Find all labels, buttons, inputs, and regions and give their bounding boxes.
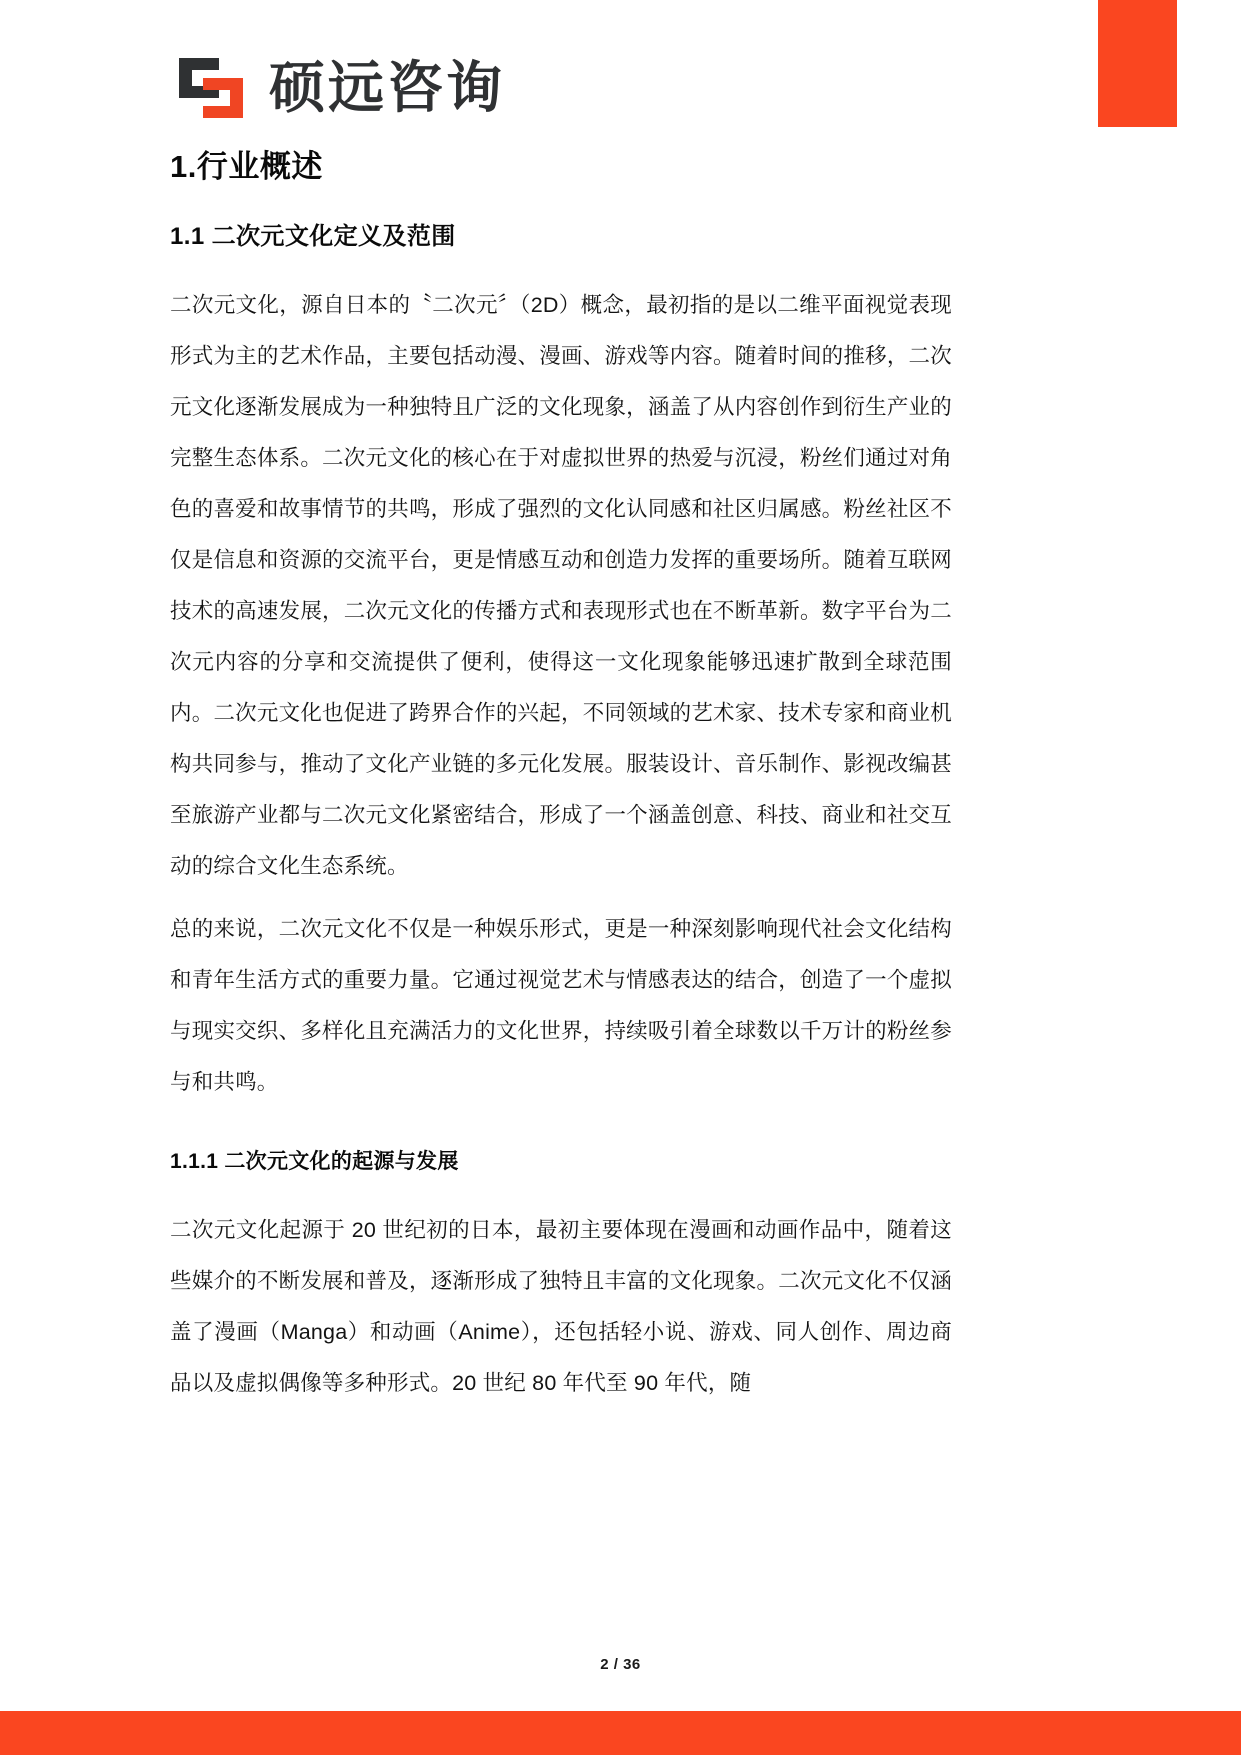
brand-name: 硕远咨询 <box>269 56 505 119</box>
section-heading-1-1: 1.1 二次元文化定义及范围 <box>170 222 456 250</box>
page-title: 1.行业概述 <box>170 149 323 184</box>
page-number: 2 / 36 <box>600 1656 641 1673</box>
document-body <box>170 148 952 1409</box>
brand-logo-mark-icon <box>175 52 247 124</box>
brand-logo <box>175 52 505 124</box>
paragraph-summary: 总的来说，二次元文化不仅是一种娱乐形式，更是一种深刻影响现代社会文化结构和青年生活方式的重要力量。它通过视觉艺术与情感表达的结合，创造了一个虚拟与现实交织、多样化且充满活力的文化世界，持续吸引着全球数以千万计的粉丝参与和共鸣。 <box>170 916 952 1094</box>
bottom-accent-bar <box>0 1711 1241 1755</box>
top-right-accent-block <box>1098 0 1177 127</box>
paragraph-definition: 二次元文化，源自日本的〝二次元〞（2D）概念，最初指的是以二维平面视觉表现形式为主的艺术作品，主要包括动漫、漫画、游戏等内容。随着时间的推移，二次元文化逐渐发展成为一种独特且广泛的文化现象，涵盖了从内容创作到衍生产业的完整生态体系。二次元文化的核心在于对虚拟世界的热爱与沉浸，粉丝们通过对角色的喜爱和故事情节的共鸣，形成了强烈的文化认同感和社区归属感。粉丝社区不仅是信息和资源的交流平台，更是情感互动和创造力发挥的重要场所。随着互联网技术的高速发展，二次元文化的传播方式和表现形式也在不断革新。数字平台为二次元内容的分享和交流提供了便利，使得这一文化现象能够迅速扩散到全球范围内。二次元文化也促进了跨界合作的兴起，不同领域的艺术家、技术专家和商业机构共同参与，推动了文化产业链的多元化发展。服装设计、音乐制作、影视改编甚至旅游产业都与二次元文化紧密结合，形成了一个涵盖创意、科技、商业和社交互动的综合文化生态系统。 <box>170 292 952 878</box>
bottom-accent-bar-notch <box>0 1693 28 1711</box>
paragraph-origin: 二次元文化起源于 20 世纪初的日本，最初主要体现在漫画和动画作品中，随着这些媒介的不断发展和普及，逐渐形成了独特且丰富的文化现象。二次元文化不仅涵盖了漫画（Manga）和动画（Anime），还包括轻小说、游戏、同人创作、周边商品以及虚拟偶像等多种形式。20 世纪 80 年代至 90 年代，随 <box>170 1218 952 1396</box>
section-heading-1-1-1: 1.1.1 二次元文化的起源与发展 <box>170 1149 459 1173</box>
